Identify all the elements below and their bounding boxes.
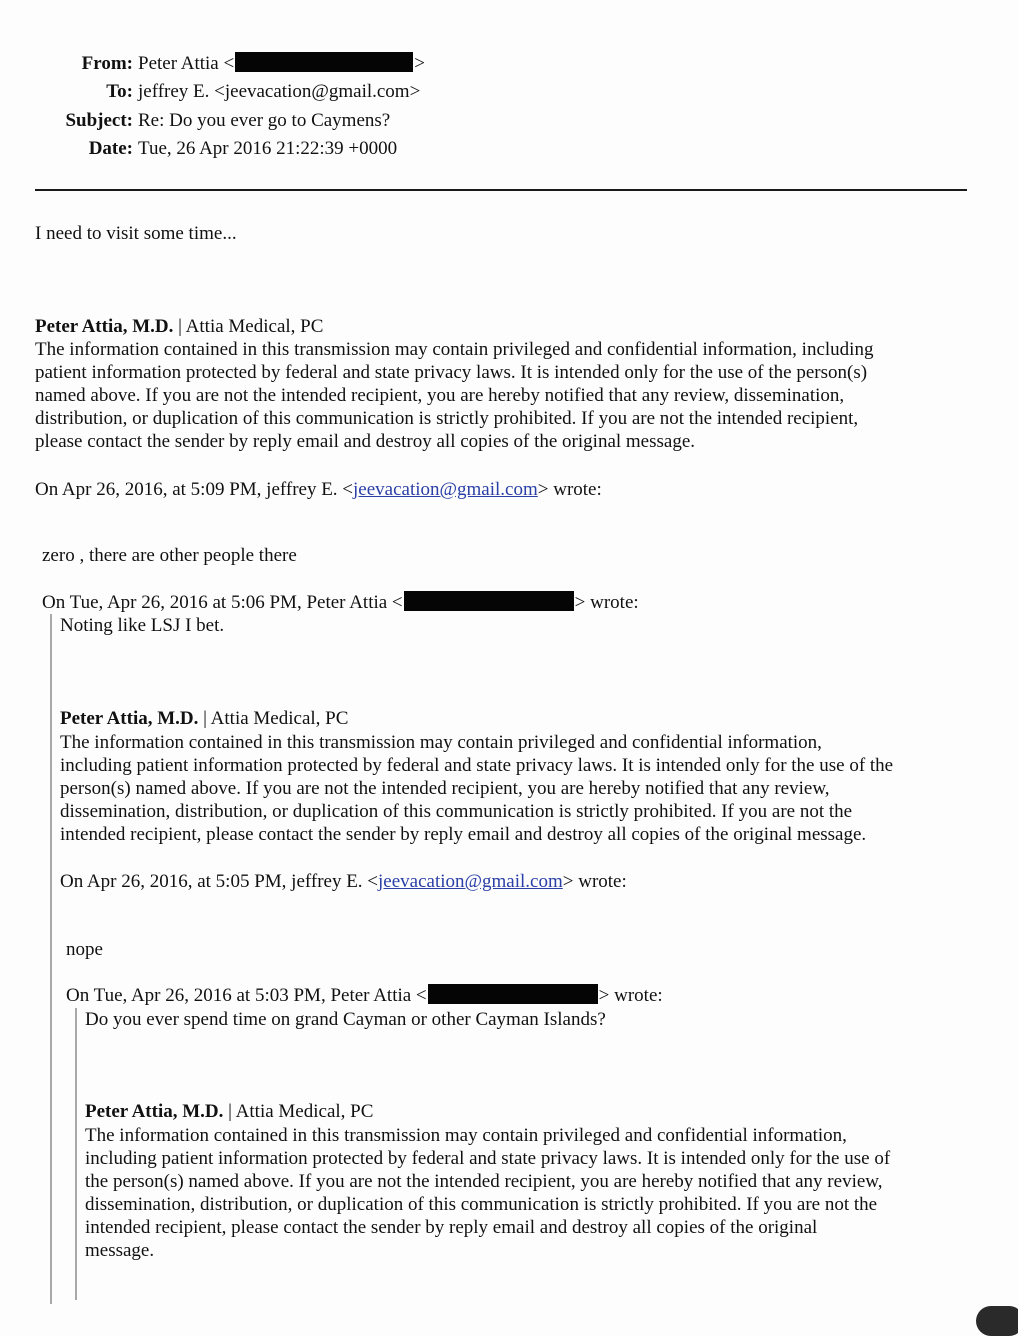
notice-line: intended recipient, please contact the sender by reply email and destroy all copies of the original message. — [60, 824, 867, 845]
notice-line: intended recipient, please contact the sender by reply email and destroy all copies of the original — [85, 1217, 818, 1238]
confidentiality-notice — [35, 338, 873, 453]
signature-name: Peter Attia, M.D. — [85, 1101, 224, 1122]
subject-row — [0, 109, 1018, 137]
notice-line: please contact the sender by reply email and destroy all copies of the original message. — [35, 431, 696, 452]
notice-line: message. — [85, 1240, 155, 1261]
notice-line: named above. If you are not the intended recipient, you are hereby notified that any review, dissemination, — [35, 385, 845, 406]
notice-line: dissemination, distribution, or duplication of this communication is strictly prohibited. If you are not the — [85, 1194, 878, 1215]
notice-line: distribution, or duplication of this communication is strictly prohibited. If you are not the intended recipient, — [35, 408, 859, 429]
to-value[interactable]: jeffrey E. <jeevacation@gmail.com> — [138, 81, 421, 103]
notice-line: person(s) named above. If you are not the intended recipient, you are hereby notified that any review, — [60, 778, 830, 799]
confidentiality-notice — [85, 1124, 890, 1262]
notice-line: dissemination, distribution, or duplication of this communication is strictly prohibited. If you are not the — [60, 801, 853, 822]
signature-company: | Attia Medical, PC — [178, 316, 324, 337]
to-row — [0, 80, 1018, 108]
subject-label: Subject: — [65, 109, 133, 131]
notice-line: including patient information protected by federal and state privacy laws. It is intended only for the use of — [85, 1148, 891, 1169]
quote-bar — [75, 1008, 77, 1300]
from-value: Peter Attia — [138, 53, 219, 74]
header-divider — [35, 189, 967, 191]
signature-header — [60, 707, 348, 730]
reply-text: I need to visit some time... — [35, 223, 237, 244]
redaction-bar — [428, 984, 598, 1004]
from-label: From: — [81, 53, 133, 74]
notice-line: The information contained in this transmission may contain privileged and confidential information, including — [35, 339, 874, 360]
signature-header — [85, 1100, 373, 1123]
quote-attribution: On Tue, Apr 26, 2016 at 5:06 PM, Peter Attia < > wrote: — [42, 592, 639, 613]
quoted-message: Do you ever spend time on grand Cayman or other Cayman Islands? — [85, 1009, 606, 1030]
subject-value: Re: Do you ever go to Caymens? — [138, 109, 391, 131]
signature-company: | Attia Medical, PC — [203, 708, 349, 729]
signature-name: Peter Attia, M.D. — [35, 316, 174, 337]
quote-attribution: On Tue, Apr 26, 2016 at 5:03 PM, Peter Attia < > wrote: — [66, 985, 663, 1006]
confidentiality-notice — [60, 731, 893, 846]
to-label: To: — [106, 81, 133, 103]
date-value: Tue, 26 Apr 2016 21:22:39 +0000 — [138, 137, 398, 159]
signature-header — [35, 315, 323, 338]
notice-line: patient information protected by federal and state privacy laws. It is intended only for the use of the person(s) — [35, 362, 868, 383]
quote-attribution: On Apr 26, 2016, at 5:09 PM, jeffrey E. <jeevacation@gmail.com> wrote: — [35, 479, 602, 500]
date-label: Date: — [88, 137, 133, 159]
quote-attribution: On Apr 26, 2016, at 5:05 PM, jeffrey E. <jeevacation@gmail.com> wrote: — [60, 871, 627, 892]
signature-company: | Attia Medical, PC — [228, 1101, 374, 1122]
email-link[interactable]: jeevacation@gmail.com — [378, 871, 563, 892]
from-row: From: Peter Attia < > — [81, 53, 425, 74]
quoted-reply: zero , there are other people there — [42, 545, 297, 566]
corner-overlay — [976, 1306, 1018, 1336]
date-row — [0, 137, 1018, 165]
notice-line: including patient information protected by federal and state privacy laws. It is intended only for the use of the — [60, 755, 894, 776]
redaction-bar — [404, 591, 574, 611]
signature-name: Peter Attia, M.D. — [60, 708, 199, 729]
quoted-message: Noting like LSJ I bet. — [60, 615, 225, 636]
email-link[interactable]: jeevacation@gmail.com — [353, 479, 538, 500]
notice-line: The information contained in this transmission may contain privileged and confidential information, — [85, 1125, 847, 1146]
email-header — [0, 52, 1018, 165]
quote-bar — [50, 614, 52, 1304]
notice-line: The information contained in this transmission may contain privileged and confidential information, — [60, 732, 822, 753]
quoted-reply: nope — [66, 939, 103, 960]
notice-line: the person(s) named above. If you are not the intended recipient, you are hereby notified that any review, — [85, 1171, 883, 1192]
redaction-bar — [235, 52, 413, 72]
